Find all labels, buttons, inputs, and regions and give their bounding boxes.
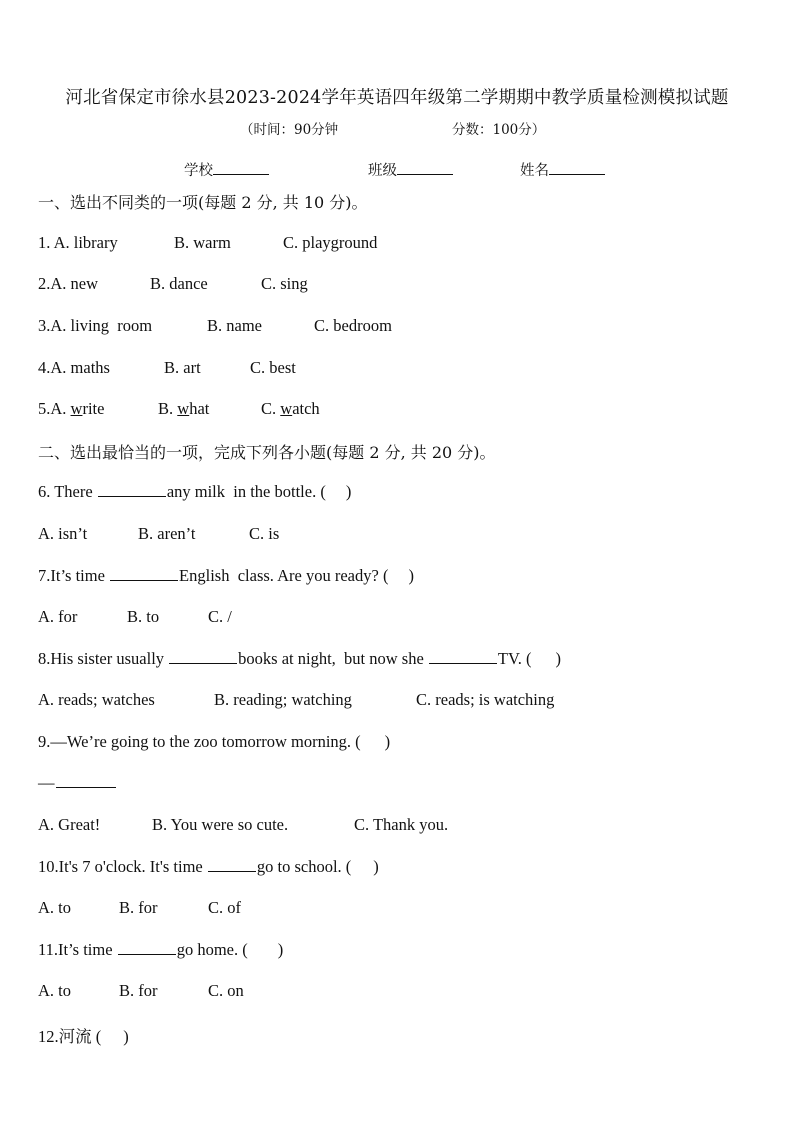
- question-8: 8.His sister usually books at night, but now she TV. ( ): [38, 649, 562, 668]
- name-blank: [549, 160, 605, 175]
- class-field: [368, 159, 453, 180]
- option-a: A. for: [38, 607, 78, 626]
- question-number: 1.: [38, 233, 54, 252]
- option-b: B. for: [119, 898, 158, 917]
- answer-blank: [169, 649, 237, 664]
- option-b: B. to: [127, 607, 160, 626]
- class-blank: [397, 160, 453, 175]
- option-b: B. art: [164, 358, 201, 377]
- option-a: 5.A. write: [38, 399, 105, 418]
- question-10: 10.It's 7 o'clock. It's time go to school. ( ): [38, 857, 379, 876]
- option-a: A. maths: [50, 358, 110, 377]
- option-c: C. of: [208, 898, 241, 917]
- option-a: A. isn’t: [38, 524, 88, 543]
- name-label: 姓名: [520, 163, 549, 179]
- exam-time: （时间：90分钟: [240, 122, 339, 138]
- answer-blank: [118, 940, 176, 955]
- option-a: A. library: [53, 233, 118, 252]
- school-label: 学校: [184, 163, 213, 179]
- school-blank: [213, 160, 269, 175]
- option-b: B. dance: [150, 274, 208, 293]
- option-c: C. bedroom: [314, 316, 392, 335]
- answer-blank: [429, 649, 497, 664]
- option-b: B. You were so cute.: [152, 815, 289, 834]
- question-number: 4.: [38, 358, 51, 377]
- option-b: B. warm: [174, 233, 231, 252]
- option-b: B. name: [207, 316, 262, 335]
- question-9-response: —: [38, 773, 117, 793]
- option-b: B. what: [158, 399, 210, 418]
- name-field: [520, 159, 605, 180]
- option-a: A. Great!: [38, 815, 101, 834]
- option-b: B. aren’t: [138, 524, 196, 543]
- option-c: C. watch: [261, 399, 320, 418]
- question-12: 12.河流 ( ): [38, 1027, 129, 1046]
- section-1-heading: 一、选出不同类的一项(每题 2 分, 共 10 分)。: [38, 193, 368, 212]
- answer-blank: [110, 566, 178, 581]
- option-c: C. reads; is watching: [416, 690, 555, 709]
- option-b: B. for: [119, 981, 158, 1000]
- option-c: C. sing: [261, 274, 308, 293]
- option-c: C. /: [208, 607, 232, 626]
- option-a: A. to: [38, 898, 71, 917]
- question-11: 11.It’s time go home. ( ): [38, 940, 284, 959]
- exam-title: 河北省保定市徐水县2023-2024学年英语四年级第二学期期中教学质量检测模拟试题: [65, 88, 729, 108]
- option-c: C. is: [249, 524, 280, 543]
- option-a: A. new: [50, 274, 99, 293]
- option-a: A. living room: [50, 316, 153, 335]
- answer-blank: [208, 857, 256, 872]
- option-c: C. on: [208, 981, 244, 1000]
- option-a: A. to: [38, 981, 71, 1000]
- option-c: C. playground: [283, 233, 378, 252]
- answer-blank: [56, 773, 116, 788]
- question-number: 2.: [38, 274, 51, 293]
- school-field: [184, 159, 269, 180]
- option-c: C. Thank you.: [354, 815, 449, 834]
- question-6: 6. There any milk in the bottle. ( ): [38, 482, 352, 501]
- question-7: 7.It’s time English class. Are you ready? ( ): [38, 566, 414, 585]
- option-a: A. reads; watches: [38, 690, 155, 709]
- option-b: B. reading; watching: [214, 690, 352, 709]
- answer-blank: [98, 482, 166, 497]
- exam-score: 分数：100分）: [452, 122, 546, 138]
- question-number: 3.: [38, 316, 51, 335]
- question-9: 9.—We’re going to the zoo tomorrow morning. ( ): [38, 732, 391, 751]
- option-c: C. best: [250, 358, 296, 377]
- class-label: 班级: [368, 163, 397, 179]
- section-2-heading: 二、选出最恰当的一项，完成下列各小题(每题 2 分, 共 20 分)。: [38, 443, 496, 462]
